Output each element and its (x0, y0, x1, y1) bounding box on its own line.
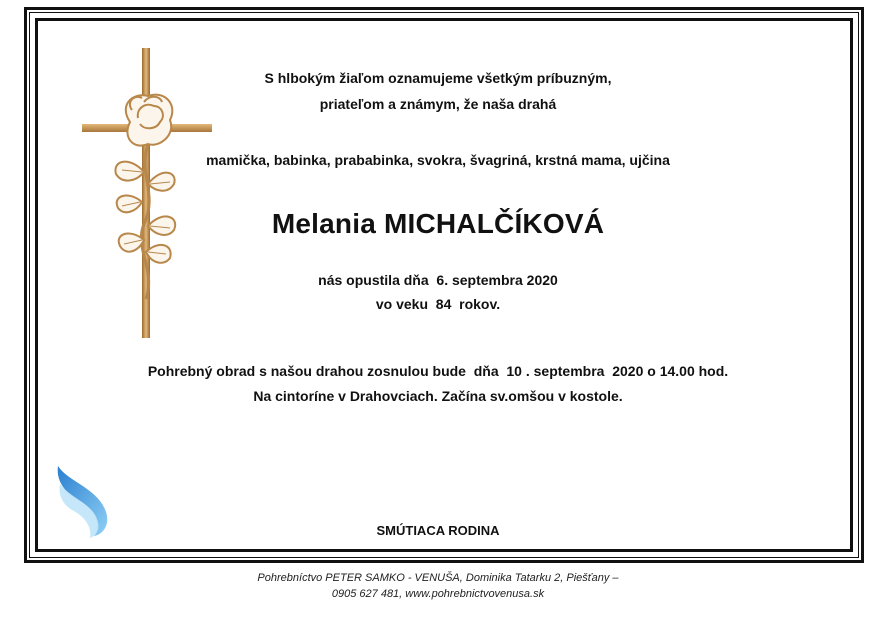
death-date-line: nás opustila dňa 6. septembra 2020 (318, 272, 558, 288)
footer-line-1: Pohrebníctvo PETER SAMKO - VENUŠA, Dominika Tatarku 2, Piešťany – (257, 572, 619, 584)
intro-line-1: S hlbokým žiaľom oznamujeme všetkým príbuzným, (264, 70, 612, 86)
funeral-line-1: Pohrebný obrad s našou drahou zosnulou bude dňa 10 . septembra 2020 o 14.00 hod. (147, 363, 729, 379)
relations-line: mamička, babinka, prababinka, svokra, švagriná, krstná mama, ujčina (206, 152, 670, 168)
footer-line-2: 0905 627 481, www.pohrebnictvovenusa.sk (331, 588, 545, 600)
intro-line-2: priateľom a známym, že naša drahá (319, 96, 557, 112)
age-line: vo veku 84 rokov. (375, 296, 501, 312)
deceased-name: Melania MICHALČÍKOVÁ (271, 208, 605, 239)
funeral-line-2: Na cintoríne v Drahovciach. Začína sv.omšou v kostole. (253, 388, 623, 404)
signature: SMÚTIACA RODINA (376, 523, 500, 538)
